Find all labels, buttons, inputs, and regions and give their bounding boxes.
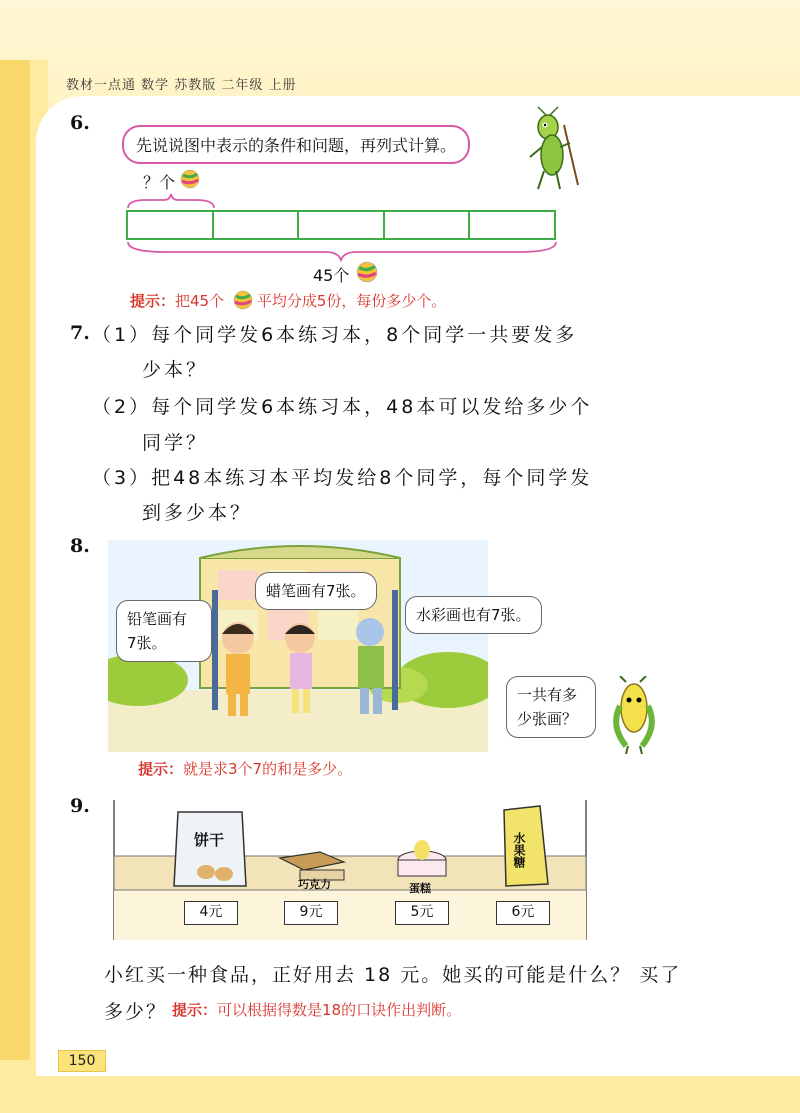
hint-text: 就是求3个7的和是多少。 [183, 760, 353, 778]
bar-segment [299, 212, 385, 238]
biscuit-label: 饼干 [194, 831, 225, 849]
bar-segment [128, 212, 214, 238]
chocolate-label: 巧克力 [298, 878, 331, 891]
bar-segment [385, 212, 471, 238]
pencil-bubble-line1: 铅笔画有 [127, 610, 188, 628]
q7-part3-line1: （3）把48本练习本平均发给8个同学，每个同学发 [92, 467, 593, 489]
cake-price-tag: 5元 [395, 901, 449, 925]
top-decoration-band [0, 0, 800, 110]
q9-hint [172, 999, 461, 1020]
hint-text-b: 平均分成5份，每份多少个。 [256, 292, 447, 310]
page-number: 150 [58, 1050, 106, 1072]
colorful-ball-icon [356, 261, 378, 283]
q8-watercolor-bubble: 水彩画也有7张。 [405, 596, 542, 634]
cake-label: 蛋糕 [409, 882, 431, 895]
colorful-ball-icon [233, 290, 253, 310]
q6-instruction-bubble: 先说说图中表示的条件和问题，再列式计算。 [122, 125, 470, 164]
question-8-number: 8. [70, 535, 90, 557]
q8-pencil-bubble [116, 600, 212, 662]
q7-part2-line2: 同学？ [142, 432, 209, 454]
q7-part2-line1: （2）每个同学发6本练习本，48本可以发给多少个 [92, 396, 593, 418]
left-decoration-stripe [0, 60, 30, 1113]
q8-crayon-bubble: 蜡笔画有7张。 [255, 572, 377, 610]
hint-prefix: 提示： [130, 292, 176, 310]
hint-prefix: 提示： [172, 1001, 218, 1019]
pencil-bubble-line2: 7张。 [127, 634, 167, 652]
q7-part1-line1: （1）每个同学发6本练习本，8个同学一共要发多 [92, 324, 578, 346]
q6-bottom-brace [126, 240, 558, 262]
total-bubble-line1: 一共有多 [517, 686, 578, 704]
grasshopper-teacher-icon [520, 105, 590, 193]
q9-question-line2: 多少？ [104, 1001, 168, 1023]
biscuit-price-tag: 4元 [184, 901, 238, 925]
hint-text: 可以根据得数是18的口诀作出判断。 [217, 1001, 462, 1019]
q6-total-label: 45个 [313, 266, 350, 285]
q8-total-bubble [506, 676, 596, 738]
q7-part3-line2: 到多少本？ [142, 502, 253, 524]
q6-segment-bar [126, 210, 556, 240]
q6-unknown-label: ？个 [143, 173, 176, 192]
question-6-number: 6. [70, 112, 90, 134]
q6-top-brace [126, 192, 216, 210]
bar-segment [470, 212, 554, 238]
chocolate-price-tag: 9元 [284, 901, 338, 925]
hint-prefix: 提示： [138, 760, 184, 778]
q7-part1-line2: 少本？ [142, 359, 209, 381]
q6-hint [130, 290, 446, 311]
question-7-number: 7. [70, 322, 90, 344]
hint-text-a: 把45个 [175, 292, 225, 310]
corn-mascot-icon [606, 676, 662, 754]
question-9-number: 9. [70, 795, 90, 817]
book-header: 教材一点通 数学 苏教版 二年级 上册 [66, 78, 297, 93]
total-bubble-line2: 少张画？ [517, 710, 578, 728]
q9-question-line1: 小红买一种食品，正好用去 18 元。她买的可能是什么？ 买了 [104, 964, 682, 986]
fruit-candy-label: 水果糖 [512, 832, 526, 868]
q8-hint [138, 758, 352, 779]
bar-segment [214, 212, 300, 238]
fruit-candy-price-tag: 6元 [496, 901, 550, 925]
colorful-ball-icon [180, 169, 200, 189]
